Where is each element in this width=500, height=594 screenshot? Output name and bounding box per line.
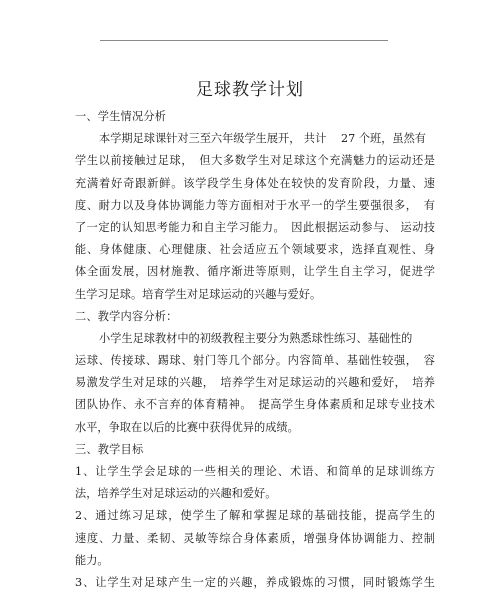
text-line: 能、身体健康、心理健康、社会适应五个领域要求，选择直观性、身 (75, 243, 435, 257)
text-line: 水平，争取在以后的比赛中获得优异的成绩。 (75, 420, 299, 434)
document-title: 足球教学计划 (196, 80, 304, 100)
text-line: 学生以前接触过足球， 但大多数学生对足球这个充满魅力的运动还是 (75, 154, 435, 168)
document-body (75, 106, 435, 594)
text-line: 易激发学生对足球的兴趣， 培养学生对足球运动的兴趣和爱好， 培养 (75, 376, 435, 390)
text-line: 度、耐力以及身体协调能力等方面相对于水平一的学生要强很多， 有 (75, 198, 435, 212)
text-line: 2、通过练习足球，使学生了解和掌握足球的基础技能，提高学生的 (75, 509, 435, 523)
section-heading: 三、教学目标 (75, 442, 144, 456)
text-line: 3、让学生对足球产生一定的兴趣，养成锻炼的习惯，同时锻炼学生 (75, 575, 435, 589)
text-line: 小学生足球教材中的初级教程主要分为熟悉球性练习、基础性的 (99, 331, 413, 345)
text-line: 团队协作、永不言弃的体育精神。 提高学生身体素质和足球专业技术 (75, 398, 435, 412)
text-line: 充满着好奇跟新鲜。该学段学生身体处在较快的发育阶段，力量、速 (75, 176, 435, 190)
text-line: 速度、力量、柔韧、灵敏等综合身体素质，增强身体协调能力、控制 (75, 531, 435, 545)
text-line: 法，培养学生对足球运动的兴趣和爱好。 (75, 487, 277, 501)
text-line: 生学习足球。培育学生对足球运动的兴趣与爱好。 (75, 287, 322, 301)
text-line: 能力。 (75, 553, 109, 567)
header-rule (100, 40, 388, 41)
text-line: 1、让学生学会足球的一些相关的理论、术语、和简单的足球训练方 (75, 465, 435, 478)
text-line: 运球、传接球、踢球、射门等几个部分。内容简单、基础性较强， 容 (75, 354, 435, 368)
section-heading: 一、学生情况分析 (75, 110, 167, 123)
text-line: 体全面发展，因材施教、循序渐进等原则，让学生自主学习，促进学 (75, 265, 435, 279)
section-heading: 二、教学内容分析： (75, 309, 178, 323)
text-line: 本学期足球课针对三至六年级学生展开， 共计 27 个班，虽然有 (99, 132, 426, 146)
text-line: 了一定的认知思考能力和自主学习能力。 因此根据运动参与、 运动技 (75, 220, 435, 234)
